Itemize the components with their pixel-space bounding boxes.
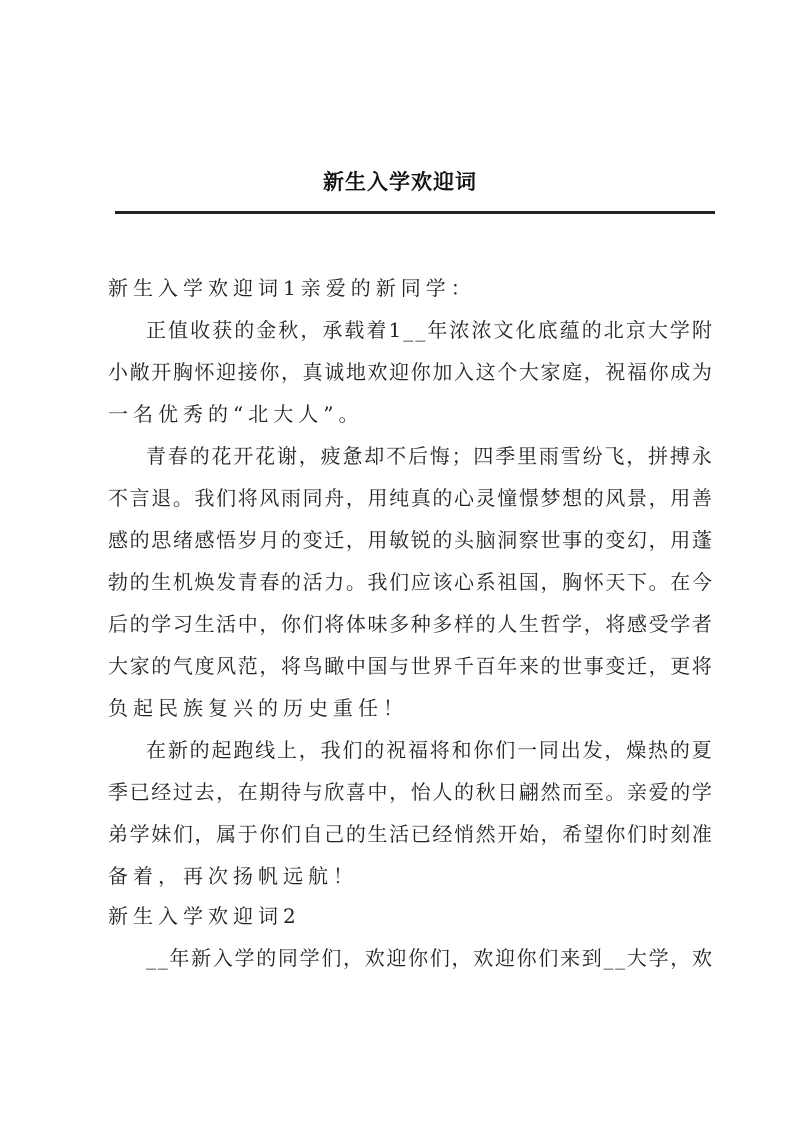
paragraph-line: 大 家 的 气 度 风 范 ， 将 鸟 瞰 中 国 与 世 界 千 百 年 来 的 世 事 变 迁 ， 更 将: [108, 654, 712, 678]
paragraph-line: 感 的 思 绪 感 悟 岁 月 的 变 迁 ， 用 敏 锐 的 头 脑 洞 察 世 事 的 变 幻 ， 用 蓬: [108, 528, 712, 552]
paragraph-line: 正 值 收 获 的 金 秋 ， 承 载 着 1 _ _ 年 浓 浓 文 化 底 蕴 的 北 京 大 学 附: [146, 318, 712, 342]
section-heading: 新生入学欢迎词2: [108, 904, 301, 928]
paragraph-line: 备着，再次扬帆远航！: [108, 864, 358, 888]
paragraph-line: 季 已 经 过 去 ， 在 期 待 与 欣 喜 中 ， 怡 人 的 秋 日 翩 然 而 至 。 亲 爱 的 学: [108, 780, 712, 804]
paragraph-line: 一名优秀的“北大人”。: [108, 402, 364, 426]
title-divider: [115, 211, 715, 214]
paragraph-line: 青 春 的 花 开 花 谢 ， 疲 惫 却 不 后 悔 ； 四 季 里 雨 雪 纷 飞 ， 拼 搏 永: [146, 444, 712, 468]
paragraph-line: 后 的 学 习 生 活 中 ， 你 们 将 体 味 多 种 多 样 的 人 生 哲 学 ， 将 感 受 学 者: [108, 612, 712, 636]
section-heading: 新生入学欢迎词1亲爱的新同学：: [108, 276, 476, 300]
paragraph-line: 在 新 的 起 跑 线 上 ， 我 们 的 祝 福 将 和 你 们 一 同 出 发 ， 燥 热 的 夏: [146, 738, 712, 762]
paragraph-line: 小 敞 开 胸 怀 迎 接 你 ， 真 诚 地 欢 迎 你 加 入 这 个 大 家 庭 ， 祝 福 你 成 为: [108, 360, 712, 384]
paragraph-line: 负起民族复兴的历史重任！: [108, 696, 408, 720]
document-title: 新生入学欢迎词: [323, 169, 477, 194]
paragraph-line: 弟 学 妹 们 ， 属 于 你 们 自 己 的 生 活 已 经 悄 然 开 始 ， 希 望 你 们 时 刻 准: [108, 822, 712, 846]
paragraph-line: 不 言 退 。 我 们 将 风 雨 同 舟 ， 用 纯 真 的 心 灵 憧 憬 梦 想 的 风 景 ， 用 善: [108, 486, 712, 510]
paragraph-line: _ _ 年 新 入 学 的 同 学 们 ， 欢 迎 你 们 ， 欢 迎 你 们 来 到 _ _ 大 学 ， 欢: [146, 946, 712, 970]
paragraph-line: 勃 的 生 机 焕 发 青 春 的 活 力 。 我 们 应 该 心 系 祖 国 ， 胸 怀 天 下 。 在 今: [108, 570, 712, 594]
